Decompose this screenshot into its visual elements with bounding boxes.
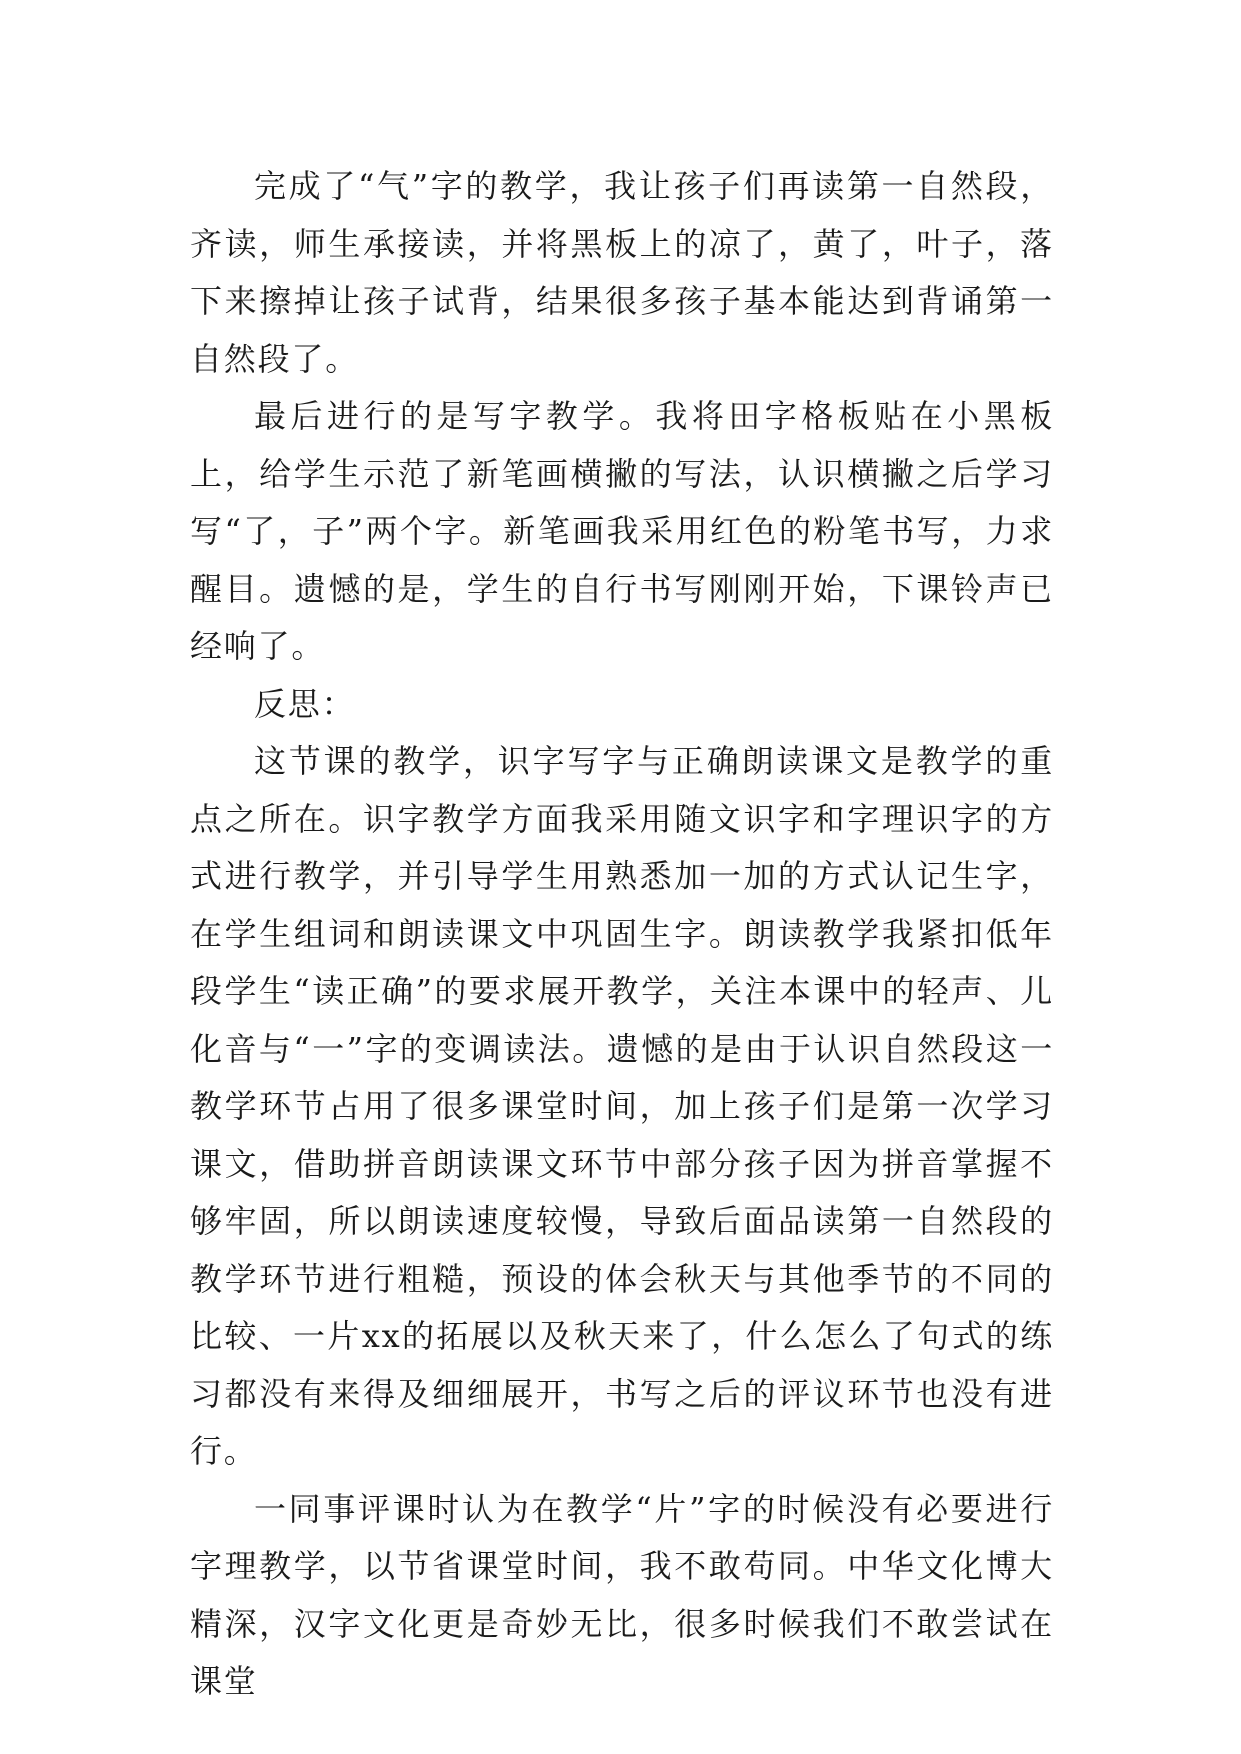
document-body <box>190 158 1054 1711</box>
paragraph-recitation: 完成了“气”字的教学，我让孩子们再读第一自然段，齐读，师生承接读，并将黑板上的凉了，黄了，叶子，落下来擦掉让孩子试背，结果很多孩子基本能达到背诵第一自然段了。 <box>190 167 1054 378</box>
paragraph-colleague-review: 一同事评课时认为在教学“片”字的时候没有必要进行字理教学，以节省课堂时间，我不敢苟同。中华文化博大精深，汉字文化更是奇妙无比，很多时候我们不敢尝试在课堂 <box>190 1489 1054 1700</box>
paragraph-writing-lesson: 最后进行的是写字教学。我将田字格板贴在小黑板上，给学生示范了新笔画横撇的写法，认识横撇之后学习写“了，子”两个字。新笔画我采用红色的粉笔书写，力求醒目。遗憾的是，学生的自行书写刚刚开始，下课铃声已经响了。 <box>190 397 1054 665</box>
paragraph-reflection-heading: 反思： <box>254 684 356 723</box>
paragraph-reflection-body: 这节课的教学，识字写字与正确朗读课文是教学的重点之所在。识字教学方面我采用随文识字和字理识字的方式进行教学，并引导学生用熟悉加一加的方式认记生字，在学生组词和朗读课文中巩固生字。朗读教学我紧扣低年段学生“读正确”的要求展开教学，关注本课中的轻声、儿化音与“一”字的变调读法。遗憾的是由于认识自然段这一教学环节占用了很多课堂时间，加上孩子们是第一次学习课文，借助拼音朗读课文环节中部分孩子因为拼音掌握不够牢固，所以朗读速度较慢，导致后面品读第一自然段的教学环节进行粗糙，预设的体会秋天与其他季节的不同的比较、一片xx的拓展以及秋天来了，什么怎么了句式的练习都没有来得及细细展开，书写之后的评议环节也没有进行。 <box>190 742 1054 1470</box>
